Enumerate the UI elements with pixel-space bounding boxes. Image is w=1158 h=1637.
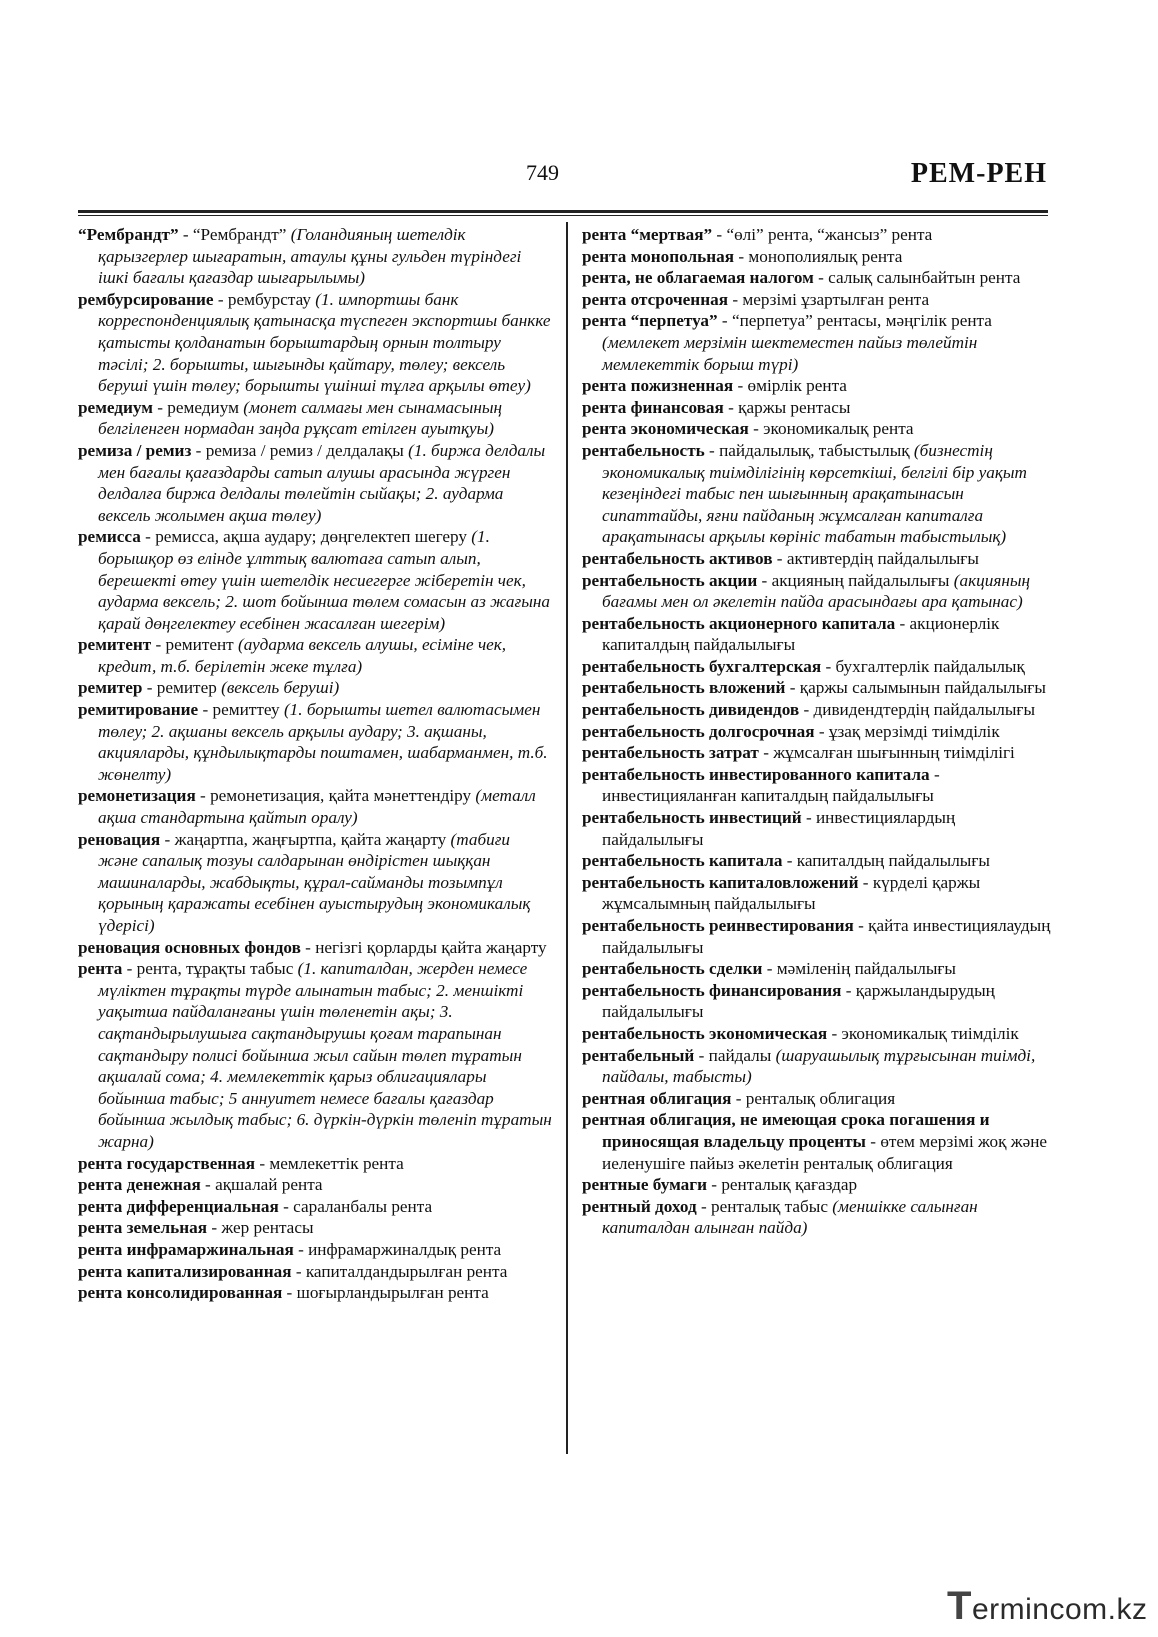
entry-term: рентный доход <box>582 1196 697 1216</box>
entry-note: (бизнестің экономикалық тиімділігінің көрсеткіші, белгілі бір уақыт кезеңіндегі табыс пен шығынның арақатынасын сипаттайды, яғни пайданың жұмсалған капиталға арақатынасы арқылы көрініс табатын табыстылық) <box>602 440 1027 547</box>
dictionary-entry <box>582 1088 1052 1110</box>
entry-separator: - <box>723 397 739 417</box>
entry-separator: - <box>694 1045 709 1065</box>
entry-term: рентабельность акционерного капитала <box>582 613 896 633</box>
dictionary-entry <box>78 1239 554 1261</box>
entry-translation: ремиза / ремиз / делдалақы <box>205 440 409 460</box>
entry-translation: ремисса, ақша аудару; дөңгелектеп шегеру <box>155 527 472 547</box>
entry-separator: - <box>821 656 836 676</box>
entry-translation: салық салынбайтын рента <box>828 268 1021 288</box>
entry-separator: - <box>198 700 213 720</box>
entry-translation: пайдалылық, табыстылық <box>719 440 914 460</box>
dictionary-entry <box>582 1109 1052 1174</box>
entry-translation: өмірлік рента <box>747 376 847 396</box>
entry-separator: - <box>814 721 829 741</box>
dictionary-entry <box>582 677 1052 699</box>
entry-translation: шоғырландырылған рента <box>296 1283 489 1303</box>
entry-term: рентабельность инвестиций <box>582 808 802 828</box>
dictionary-entry <box>582 397 1052 419</box>
entry-note: (акцияның бағамы мен ол әкелетін пайда арасындағы ара қатынас) <box>602 570 1031 612</box>
entry-note: (Голандияның шетелдік қарызгерлер шығаратын, атаулы құны гульден түріндегі ішкі бағалы қағаздар шығарылымы) <box>98 225 522 288</box>
entry-term: рентные бумаги <box>582 1175 707 1195</box>
entry-term: рента монопольная <box>582 246 735 266</box>
right-column <box>582 224 1052 1239</box>
entry-translation: капиталдандырылған рента <box>305 1261 508 1281</box>
dictionary-entry <box>582 980 1052 1023</box>
entry-separator: - <box>801 808 816 828</box>
entry-term: рента земельная <box>78 1218 208 1238</box>
entry-separator: - <box>782 851 797 871</box>
entry-note: (табиғи және сапалық тозуы салдарынан өндірістен шыққан машиналарды, жабдықты, құрал-сайманды тозымпұл қорының қаражаты есебінен ауыстырудың экономикалық үдерісі) <box>98 829 531 935</box>
entry-separator: - <box>827 1023 842 1043</box>
entry-translation: бухгалтерлік пайдалылық <box>835 656 1025 676</box>
dictionary-entry <box>78 1282 554 1304</box>
dictionary-entry <box>582 418 1052 440</box>
entry-translation: өтем мерзімі жоқ және иеленушіге пайыз әкелетін ренталық облигация <box>602 1131 1048 1173</box>
entry-term: рентабельный <box>582 1045 695 1065</box>
entry-separator: - <box>696 1196 711 1216</box>
entry-term: ремисса <box>78 527 141 547</box>
entry-separator: - <box>122 959 137 979</box>
dictionary-entry <box>78 289 554 397</box>
entry-separator: - <box>731 1088 746 1108</box>
dictionary-entry <box>78 829 554 937</box>
entry-translation: пайдалы <box>708 1045 776 1065</box>
entry-term: рентабельность активов <box>582 548 773 568</box>
entry-separator: - <box>865 1131 881 1151</box>
entry-separator: - <box>213 289 228 309</box>
entry-term: рентабельность инвестированного капитала <box>582 764 930 784</box>
dictionary-entry <box>582 224 1052 246</box>
dictionary-entry <box>582 310 1052 375</box>
entry-separator: - <box>255 1153 270 1173</box>
dictionary-entry <box>78 1261 554 1283</box>
header-range: РЕМ-РЕН <box>910 158 1047 189</box>
entry-term: рента, не облагаемая налогом <box>582 268 814 288</box>
entry-translation: экономикалық тиімділік <box>841 1023 1019 1043</box>
dictionary-entry <box>582 850 1052 872</box>
entry-note: (мемлекет мерзімін шектеместен пайыз төлейтін мемлекеттік борыш түрі) <box>602 332 978 374</box>
entry-separator: - <box>858 872 873 892</box>
entry-term: рента “перпетуа” <box>582 311 718 331</box>
terminkom-logo <box>947 1584 1147 1629</box>
entry-term: ремитент <box>78 635 152 655</box>
entry-term: рента <box>78 959 123 979</box>
entry-term: ремиза / ремиз <box>78 440 192 460</box>
entry-term: рента отсроченная <box>582 289 729 309</box>
dictionary-entry <box>582 1045 1052 1088</box>
entry-term: рентабельность капиталовложений <box>582 872 859 892</box>
entry-term: рентная облигация, не имеющая срока погашения и приносящая владельцу проценты <box>582 1110 990 1151</box>
entry-translation: жұмсалған шығынның тиімділігі <box>773 743 1015 763</box>
entry-term: рентабельность экономическая <box>582 1023 828 1043</box>
entry-translation: дивидендтердің пайдалылығы <box>813 700 1035 720</box>
entry-separator: - <box>300 937 316 957</box>
entry-translation: қаржы салымынын пайдалылығы <box>799 678 1046 698</box>
entry-translation: ремитент <box>165 635 238 655</box>
entry-term: рентабельность акции <box>582 570 758 590</box>
dictionary-entry <box>78 1153 554 1175</box>
dictionary-entry <box>78 1174 554 1196</box>
entry-term: рента “мертвая” <box>582 225 713 244</box>
entry-separator: - <box>728 289 743 309</box>
entry-note: (вексель беруші) <box>221 678 340 698</box>
entry-term: реновация <box>78 829 161 849</box>
entry-translation: мерзімі ұзартылған рента <box>742 289 930 309</box>
dictionary-entry <box>582 721 1052 743</box>
dictionary-entry <box>78 1217 554 1239</box>
dictionary-entry <box>582 267 1052 289</box>
dictionary-entry <box>78 677 554 699</box>
entry-term: рентабельность затрат <box>582 743 759 763</box>
entry-separator: - <box>758 743 774 763</box>
entry-note: (шаруашылық тұрғысынан тиімді, пайдалы, табысты) <box>602 1045 1036 1087</box>
entry-term: рентабельность долгосрочная <box>582 721 815 741</box>
entry-translation: сараланбалы рента <box>293 1196 433 1216</box>
dictionary-entry <box>582 548 1052 570</box>
entry-note: (1. борышты шетел валютасымен төлеу; 2. ақшаны вексель арқылы аудару; 3. ақшаны, акцияларды, құндылықтарды поштамен, шабарманмен, т.б. жөнелту) <box>98 700 548 784</box>
entry-separator: - <box>704 440 720 460</box>
entry-separator: - <box>762 959 777 979</box>
entry-translation: негізгі қорларды қайта жаңарту <box>315 937 547 957</box>
entry-separator: - <box>895 613 910 633</box>
entry-term: рентабельность капитала <box>582 851 783 871</box>
dictionary-entry <box>582 872 1052 915</box>
entry-translation: рента, тұрақты табыс <box>136 959 298 979</box>
dictionary-entry <box>78 937 554 959</box>
entry-translation: монополиялық рента <box>748 246 903 266</box>
entry-separator: - <box>200 1175 216 1195</box>
entry-translation: акцияның пайдалылығы <box>771 570 954 590</box>
dictionary-entry <box>582 1023 1052 1045</box>
entry-separator: - <box>142 678 157 698</box>
entry-translation: ренталық табыс <box>710 1196 833 1216</box>
dictionary-entry <box>582 958 1052 980</box>
left-column <box>78 224 554 1304</box>
entry-translation: экономикалық рента <box>763 419 914 439</box>
entry-note: (1. капиталдан, жерден немесе мүліктен тұрақты түрде алынатын табыс; 2. меншікті уақытша пайдаланғаны үшін төленетін ақы; 3. сақтандырылушыға сақтандырушы қоғам тарапынан сақтандыру полисі бойынша жыл сайын төлеп тұратын ақшалай сома; 4. мемлекеттік қарыз облигациялары бойынша табыс; 5 аннуитет немесе бағалы қағаздар бойынша жылдық табыс; 6. дүркін-дүркін төленіп тұратын жарна) <box>98 959 552 1151</box>
entry-separator: - <box>293 1239 309 1259</box>
entry-translation: мемлекеттік рента <box>269 1153 404 1173</box>
entry-separator: - <box>291 1261 306 1281</box>
entry-separator: - <box>799 700 814 720</box>
entry-translation: ренталық облигация <box>745 1088 896 1108</box>
entry-separator: - <box>282 1283 297 1303</box>
entry-translation: “перпетуа” рентасы, мәңгілік рента <box>731 311 992 331</box>
column-divider <box>566 222 568 1454</box>
entry-note: (монет салмағы мен сынамасының белгіленген нормадан заңда рұқсат етілген ауытқуы) <box>98 397 503 439</box>
dictionary-entry <box>582 1174 1052 1196</box>
entry-separator: - <box>152 397 168 417</box>
dictionary-entry <box>582 613 1052 656</box>
entry-translation: инфрамаржиналдық рента <box>308 1239 502 1259</box>
entry-translation: ремитер <box>156 678 222 698</box>
dictionary-entry <box>582 764 1052 807</box>
entry-translation: “Рембрандт” <box>192 225 291 244</box>
dictionary-entry <box>78 397 554 440</box>
dictionary-entry <box>582 1196 1052 1239</box>
entry-separator: - <box>929 764 940 784</box>
entry-separator: - <box>706 1175 722 1195</box>
entry-note: (меншікке салынған капиталдан алынған пайда) <box>602 1196 978 1238</box>
header-rule <box>78 210 1048 213</box>
entry-translation: активтердің пайдалылығы <box>786 548 979 568</box>
dictionary-entry <box>78 526 554 634</box>
entry-term: рента денежная <box>78 1175 201 1195</box>
entry-separator: - <box>207 1218 222 1238</box>
entry-separator: - <box>195 786 211 806</box>
dictionary-entry <box>78 785 554 828</box>
entry-term: рентабельность <box>582 440 705 460</box>
dictionary-entry <box>582 440 1052 548</box>
entry-term: рента инфрамаржинальная <box>78 1239 294 1259</box>
entry-translation: қайта инвестициялаудың пайдалылығы <box>602 916 1051 957</box>
dictionary-entry <box>582 807 1052 850</box>
entry-term: рента государственная <box>78 1153 256 1173</box>
dictionary-entry <box>78 224 554 289</box>
entry-translation: қаржыландырудың пайдалылығы <box>602 980 995 1022</box>
dictionary-entry <box>78 440 554 526</box>
entry-translation: қаржы рентасы <box>738 397 851 417</box>
entry-translation: инвестициялардың пайдалылығы <box>602 808 956 849</box>
dictionary-entry <box>582 742 1052 764</box>
entry-term: рента финансовая <box>582 397 724 417</box>
entry-separator: - <box>191 440 206 460</box>
entry-translation: ремедиум <box>167 397 244 417</box>
dictionary-entry <box>582 699 1052 721</box>
entry-translation: ұзақ мерзімді тиімділік <box>828 721 1000 741</box>
entry-translation: рембурстау <box>227 289 316 309</box>
dictionary-entry <box>582 246 1052 268</box>
entry-term: рентабельность сделки <box>582 959 763 979</box>
entry-term: ремонетизация <box>78 786 196 806</box>
dictionary-entry <box>582 375 1052 397</box>
entry-separator: - <box>853 916 869 935</box>
dictionary-entry <box>78 958 554 1152</box>
dictionary-entry <box>582 289 1052 311</box>
entry-term: рента пожизненная <box>582 376 734 396</box>
entry-term: рембурсирование <box>78 289 214 309</box>
dictionary-entry <box>78 634 554 677</box>
entry-translation: капиталдың пайдалылығы <box>796 851 990 871</box>
entry-separator: - <box>712 225 727 244</box>
entry-translation: инвестицияланған капиталдың пайдалылығы <box>602 786 934 806</box>
entry-term: рента дифференциальная <box>78 1196 279 1216</box>
header-rule-thin <box>78 215 1048 216</box>
entry-term: “Рембрандт” <box>78 225 179 244</box>
entry-separator: - <box>757 570 772 590</box>
entry-translation: ақшалай рента <box>215 1175 323 1195</box>
entry-term: рентабельность финансирования <box>582 980 842 1000</box>
entry-translation: мәміленің пайдалылығы <box>776 959 956 979</box>
entry-separator: - <box>151 635 166 655</box>
entry-translation: ремиттеу <box>212 700 284 720</box>
entry-term: рентабельность дивидендов <box>582 700 800 720</box>
entry-separator: - <box>734 246 749 266</box>
entry-term: рента экономическая <box>582 419 749 439</box>
logo-text: ermincom.kz <box>971 1593 1148 1626</box>
entry-term: рентабельность вложений <box>582 678 786 698</box>
entry-separator: - <box>772 548 787 568</box>
dictionary-entry <box>78 1196 554 1218</box>
entry-separator: - <box>278 1196 294 1216</box>
entry-term: реновация основных фондов <box>78 937 301 957</box>
dictionary-entry <box>582 570 1052 613</box>
entry-separator: - <box>178 225 193 244</box>
entry-note: (1. биржа делдалы мен бағалы қағаздарды сатып алушы арасында жүрген делдалға биржа делдалы төлейтін сыйақы; 2. аударма вексель жолымен ақша төлеу) <box>98 440 546 525</box>
entry-translation: күрделі қаржы жұмсалымның пайдалылығы <box>602 872 981 914</box>
dictionary-entry <box>582 915 1052 958</box>
entry-term: ремедиум <box>78 397 153 417</box>
entry-translation: “өлі” рента, “жансыз” рента <box>726 225 933 244</box>
entry-note: (металл ақша стандартына қайтып оралу) <box>98 786 536 828</box>
entry-term: рента капитализированная <box>78 1261 292 1281</box>
entry-translation: ремонетизация, қайта мәнеттендіру <box>210 786 476 806</box>
entry-term: рентная облигация <box>582 1088 732 1108</box>
logo-letter-t: T <box>947 1584 972 1628</box>
page-number: 749 <box>526 160 559 185</box>
dictionary-entry <box>78 699 554 785</box>
entry-separator: - <box>785 678 800 698</box>
entry-separator: - <box>733 376 748 396</box>
entry-translation: жер рентасы <box>221 1218 314 1238</box>
entry-separator: - <box>717 311 732 331</box>
dictionary-entry <box>582 656 1052 678</box>
entry-translation: акционерлік капиталдың пайдалылығы <box>602 613 1000 655</box>
entry-term: ремитер <box>78 678 143 698</box>
entry-separator: - <box>841 980 856 1000</box>
entry-term: рентабельность реинвестирования <box>582 916 854 935</box>
entry-separator: - <box>813 268 829 288</box>
entry-separator: - <box>748 419 764 439</box>
entry-term: рентабельность бухгалтерская <box>582 656 822 676</box>
entry-note: (аударма вексель алушы, есіміне чек, кредит, т.б. берілетін жеке тұлға) <box>98 635 507 676</box>
entry-term: ремитирование <box>78 700 199 720</box>
entry-note: (1. борышқор өз елінде ұлттық валютаға сатып алып, берешекті өтеу үшін шетелдік несиегерге жіберетін чек, аударма вексель; 2. шот бойынша төлем сомасын аз жағына қарай дөңгелектеу есебінен жасалған шегерім) <box>98 527 550 633</box>
entry-separator: - <box>160 829 175 849</box>
entry-term: рента консолидированная <box>78 1283 283 1303</box>
entry-translation: жаңартпа, жаңғыртпа, қайта жаңарту <box>174 829 451 849</box>
entry-note: (1. импортшы банк корреспонденциялық қатынасқа түспеген экспортшы банкке қатысты қолданатын борыштардың орнын толтыру тәсілі; 2. борышты, шығынды қайтару, төлеу; вексель беруші үшін төлеу; борышты үшінші тұлға арқылы өтеу) <box>98 289 551 396</box>
entry-translation: ренталық қағаздар <box>721 1175 858 1195</box>
entry-separator: - <box>140 527 156 547</box>
